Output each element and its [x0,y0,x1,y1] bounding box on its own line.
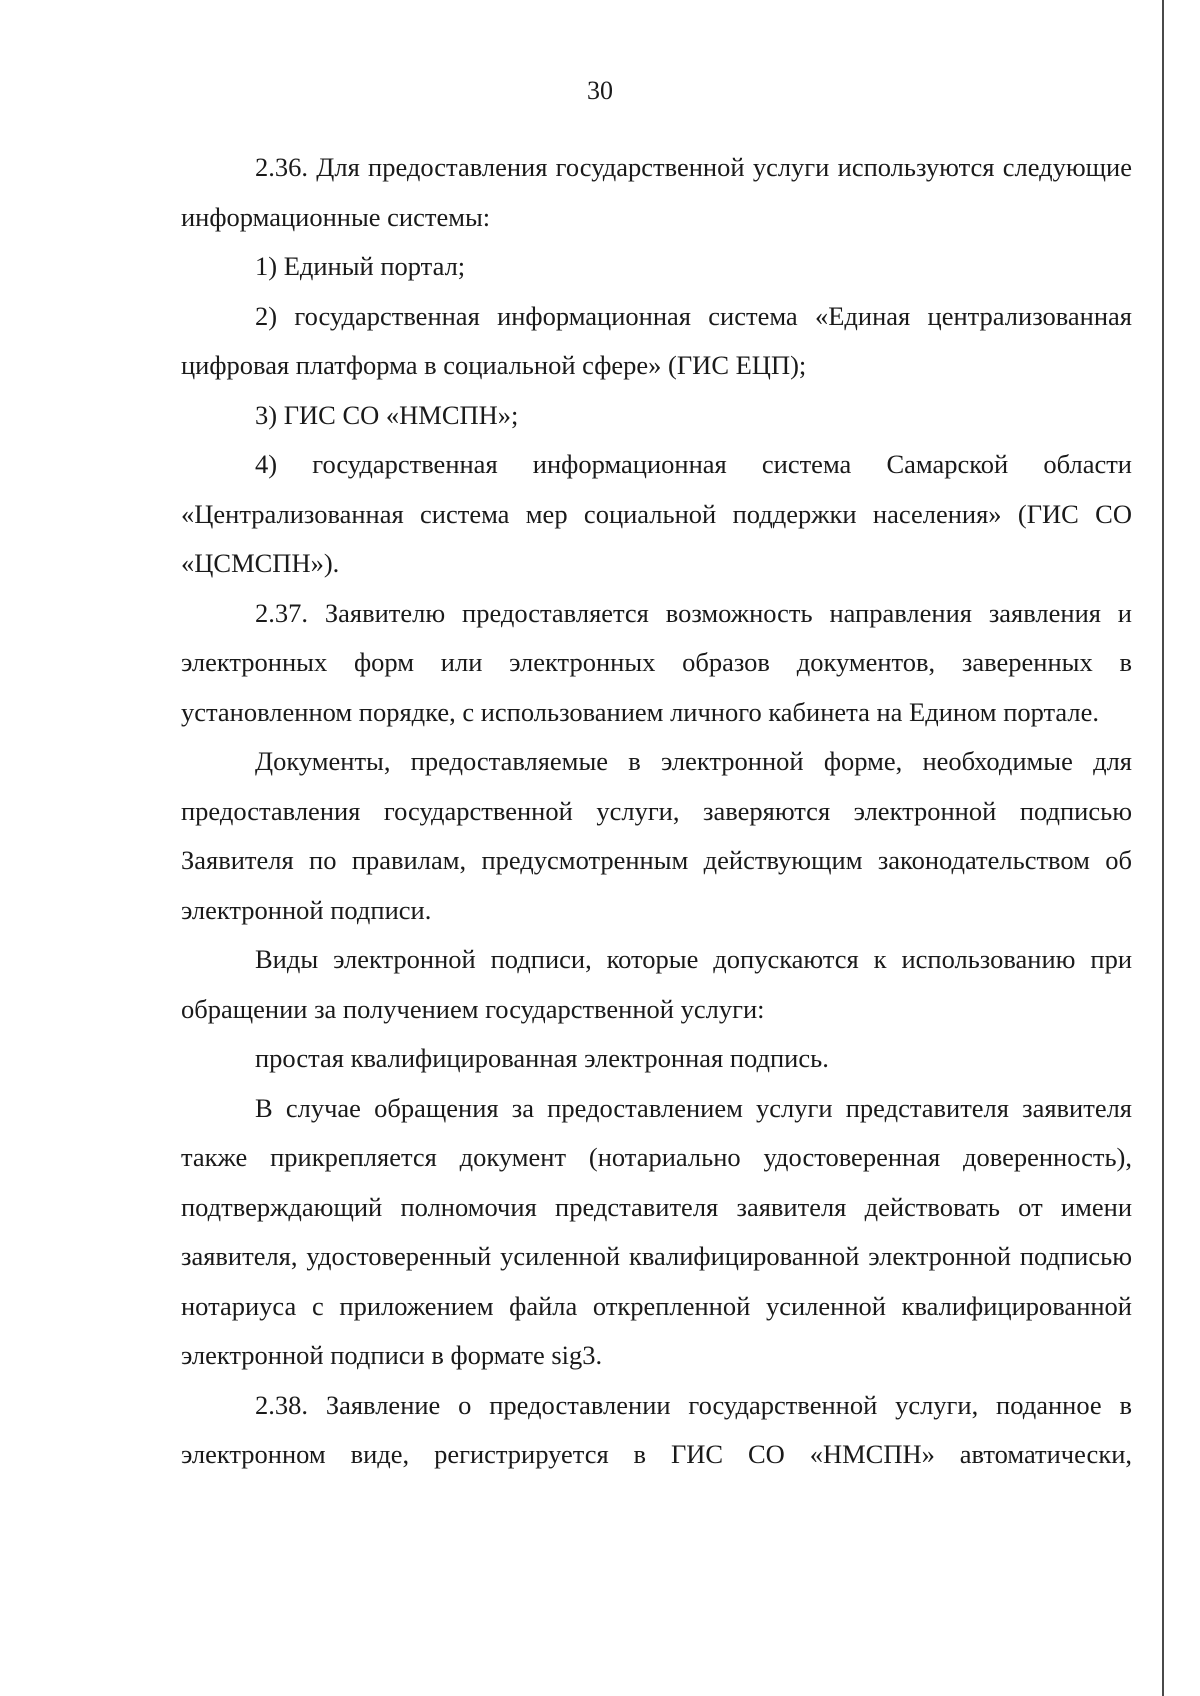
list-item-4: 4) государственная информационная система Самарской области «Централизованная система мер социальной поддержки населения» (ГИС СО «ЦСМСПН»). [181,449,1132,578]
document-body [181,143,1132,1480]
paragraph-2-37: 2.37. Заявителю предоставляется возможность направления заявления и электронных форм или электронных образов документов, заверенных в установленном порядке, с использованием личного кабинета на Едином портале. [181,597,1132,727]
list-item-1: 1) Единый портал; [255,251,466,281]
paragraph-documents: Документы, предоставляемые в электронной форме, необходимые для предоставления государственной услуги, заверяются электронной подписью Заявителя по правилам, предусмотренным действующим законодательством об электронной подписи. [181,746,1132,925]
paragraph-simple-signature: простая квалифицированная электронная подпись. [255,1043,829,1073]
paragraph-signature-types: Виды электронной подписи, которые допускаются к использованию при обращении за получением государственной услуги: [181,944,1132,1024]
paragraph-representative: В случае обращения за предоставлением услуги представителя заявителя также прикрепляется документ (нотариально удостоверенная доверенность), подтверждающий полномочия представителя заявителя действовать от имени заявителя, удостоверенный усиленной квалифицированной электронной подписью нотариуса с приложением файла открепленной усиленной квалифицированной электронной подписи в формате sig3. [181,1092,1132,1370]
list-item-3: 3) ГИС СО «НМСПН»; [255,399,519,430]
paragraph-2-38: 2.38. Заявление о предоставлении государственной услуги, поданное в электронном виде, регистрируется в ГИС СО «НМСПН» автоматически, [181,1389,1132,1469]
page-number: 30 [587,76,613,105]
page-edge-line [1162,0,1164,1696]
list-item-2: 2) государственная информационная система «Единая централизованная цифровая платформа в социальной сфере» (ГИС ЕЦП); [181,300,1132,380]
paragraph-2-36: 2.36. Для предоставления государственной услуги используются следующие информационные системы: [181,152,1132,232]
